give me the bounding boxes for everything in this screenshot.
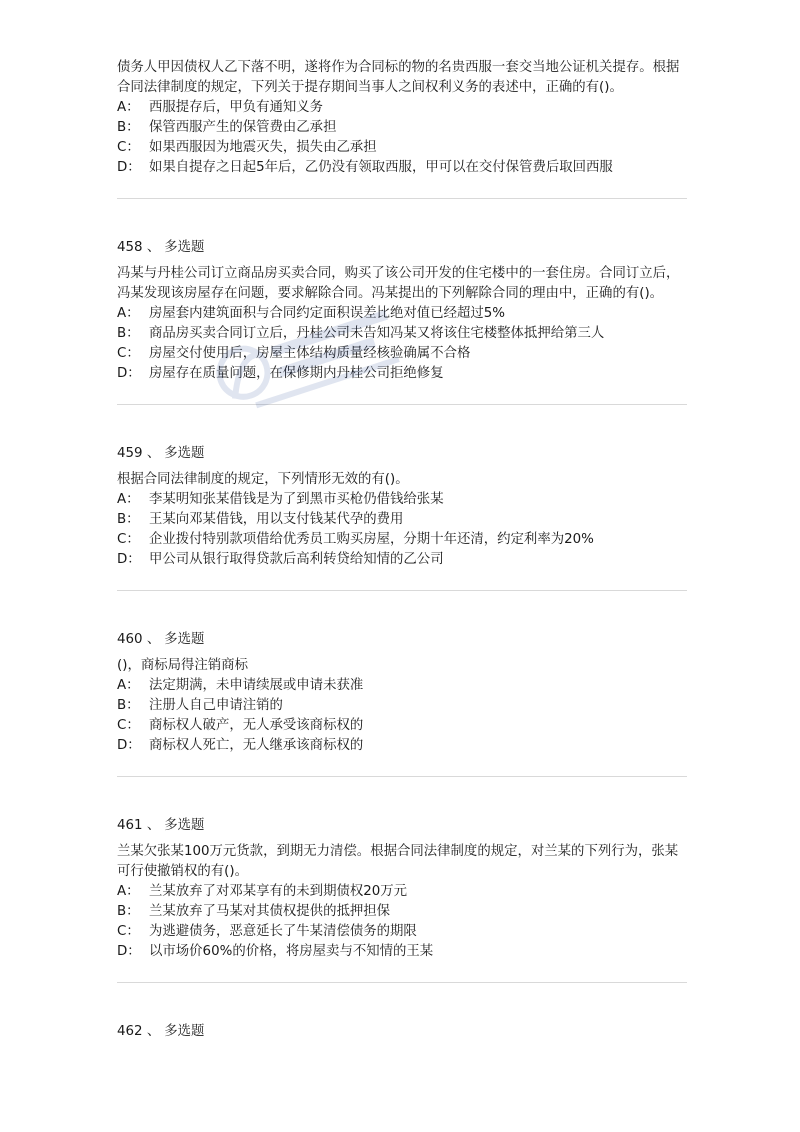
option-letter: B：	[117, 512, 140, 527]
option-letter: A：	[117, 100, 140, 115]
option-text: 商标权人破产，无人承受该商标权的	[149, 718, 364, 733]
option-text: 法定期满，未申请续展或申请未获准	[149, 678, 364, 693]
question-divider	[117, 982, 687, 983]
option-a	[117, 490, 687, 510]
option-text: 王某向邓某借钱，用以支付钱某代孕的费用	[149, 512, 404, 527]
option-a	[117, 882, 687, 902]
option-c	[117, 922, 687, 942]
question-type: 多选题	[164, 240, 205, 255]
option-text: 兰某放弃了马某对其债权提供的抵押担保	[149, 904, 391, 919]
question-number: 458 、	[117, 240, 161, 255]
option-letter: C：	[117, 346, 140, 361]
question-type: 多选题	[164, 1024, 205, 1039]
option-text: 西服提存后，甲负有通知义务	[149, 100, 324, 115]
option-letter: D：	[117, 552, 141, 567]
option-letter: D：	[117, 738, 141, 753]
question-stem: ()，商标局得注销商标	[117, 658, 248, 673]
question-stem: 冯某与丹桂公司订立商品房买卖合同，购买了该公司开发的住宅楼中的一套住房。合同订立后，冯某发现该房屋存在问题，要求解除合同。冯某提出的下列解除合同的理由中，正确的有()。	[117, 266, 680, 301]
option-text: 如果西服因为地震灭失，损失由乙承担	[149, 140, 377, 155]
option-letter: D：	[117, 366, 141, 381]
question-header	[117, 630, 687, 650]
option-letter: A：	[117, 306, 140, 321]
option-b	[117, 696, 687, 716]
option-text: 李某明知张某借钱是为了到黑市买枪仍借钱给张某	[149, 492, 444, 507]
question-type: 多选题	[164, 446, 205, 461]
question-block-461	[117, 816, 687, 962]
question-divider	[117, 776, 687, 777]
question-divider	[117, 590, 687, 591]
option-text: 房屋存在质量问题，在保修期内丹桂公司拒绝修复	[149, 366, 444, 381]
option-letter: C：	[117, 532, 140, 547]
option-text: 企业拨付特别款项借给优秀员工购买房屋，分期十年还清，约定利率为20%	[149, 532, 594, 547]
question-header	[117, 444, 687, 464]
option-letter: B：	[117, 326, 140, 341]
question-number: 460 、	[117, 632, 161, 647]
question-divider	[117, 404, 687, 405]
option-b	[117, 902, 687, 922]
option-d	[117, 158, 687, 178]
option-text: 甲公司从银行取得贷款后高利转贷给知情的乙公司	[149, 552, 444, 567]
question-header	[117, 816, 687, 836]
option-a	[117, 98, 687, 118]
question-block-462	[117, 1022, 687, 1042]
question-block-460	[117, 630, 687, 756]
option-text: 商标权人死亡，无人继承该商标权的	[149, 738, 364, 753]
option-text: 兰某放弃了对邓某享有的未到期债权20万元	[149, 884, 408, 899]
question-divider	[117, 198, 687, 199]
question-stem: 兰某欠张某100万元货款，到期无力清偿。根据合同法律制度的规定，对兰某的下列行为，张某可行使撤销权的有()。	[117, 844, 679, 879]
option-letter: C：	[117, 140, 140, 155]
option-text: 保管西服产生的保管费由乙承担	[149, 120, 337, 135]
question-number: 462 、	[117, 1024, 161, 1039]
option-text: 如果自提存之日起5年后，乙仍没有领取西服，甲可以在交付保管费后取回西服	[149, 160, 613, 175]
option-c	[117, 138, 687, 158]
option-c	[117, 716, 687, 736]
option-letter: C：	[117, 924, 140, 939]
option-letter: B：	[117, 120, 140, 135]
option-d	[117, 364, 687, 384]
question-stem: 根据合同法律制度的规定，下列情形无效的有()。	[117, 472, 409, 487]
option-b	[117, 324, 687, 344]
question-number: 459 、	[117, 446, 161, 461]
option-text: 以市场价60%的价格，将房屋卖与不知情的王某	[149, 944, 434, 959]
option-letter: D：	[117, 160, 141, 175]
option-text: 房屋交付使用后，房屋主体结构质量经核验确属不合格	[149, 346, 471, 361]
option-a	[117, 676, 687, 696]
document-page	[117, 58, 687, 1048]
option-text: 商品房买卖合同订立后，丹桂公司未告知冯某又将该住宅楼整体抵押给第三人	[149, 326, 605, 341]
option-text: 为逃避债务，恶意延长了牛某清偿债务的期限	[149, 924, 417, 939]
question-number: 461 、	[117, 818, 161, 833]
option-text: 房屋套内建筑面积与合同约定面积误差比绝对值已经超过5%	[149, 306, 506, 321]
question-header	[117, 1022, 687, 1042]
question-block-458	[117, 238, 687, 384]
question-type: 多选题	[164, 818, 205, 833]
option-b	[117, 118, 687, 138]
option-letter: D：	[117, 944, 141, 959]
question-block-457	[117, 58, 687, 178]
option-letter: A：	[117, 492, 140, 507]
option-text: 注册人自己申请注销的	[149, 698, 283, 713]
option-letter: A：	[117, 678, 140, 693]
question-header	[117, 238, 687, 258]
question-stem: 债务人甲因债权人乙下落不明，遂将作为合同标的物的名贵西服一套交当地公证机关提存。根据合同法律制度的规定，下列关于提存期间当事人之间权利义务的表述中，正确的有()。	[117, 60, 680, 95]
option-d	[117, 736, 687, 756]
option-letter: B：	[117, 904, 140, 919]
option-letter: B：	[117, 698, 140, 713]
question-type: 多选题	[164, 632, 205, 647]
option-a	[117, 304, 687, 324]
option-c	[117, 530, 687, 550]
option-c	[117, 344, 687, 364]
option-letter: C：	[117, 718, 140, 733]
option-b	[117, 510, 687, 530]
question-block-459	[117, 444, 687, 570]
option-letter: A：	[117, 884, 140, 899]
option-d	[117, 550, 687, 570]
option-d	[117, 942, 687, 962]
